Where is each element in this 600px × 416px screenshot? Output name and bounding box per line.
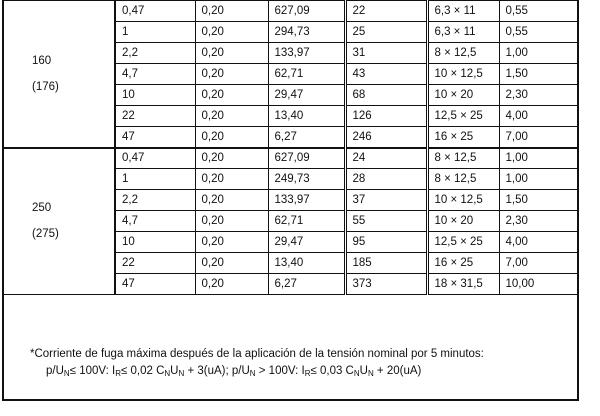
- cell-ripple: 7,00: [499, 253, 577, 274]
- cell-esr: 62,71: [268, 211, 345, 232]
- cell-ripple: 10,00: [499, 274, 577, 295]
- cell-capacitance: 47: [115, 274, 195, 295]
- cell-leakage: 37: [345, 190, 427, 211]
- cell-ripple: 0,55: [499, 1, 577, 22]
- cell-esr: 29,47: [268, 85, 345, 106]
- cell-ripple: 1,50: [499, 64, 577, 85]
- footnote-formula: $p/U_N\le 100V$: $I_R\le 0,02$ $C_NU_N + 3(uA)$; $p/U_N > 100V$: $I_R\le 0,03$ $C_NU_N + 20(uA)$: [46, 365, 422, 378]
- cell-leakage: 22: [345, 1, 427, 22]
- cell-tan-delta: 0,20: [195, 253, 268, 274]
- cell-capacitance: 4,7: [115, 64, 195, 85]
- voltage-group-cell: [2, 148, 115, 295]
- cell-tan-delta: 0,20: [195, 43, 268, 64]
- cell-leakage: 126: [345, 106, 427, 127]
- cell-leakage: 373: [345, 274, 427, 295]
- cell-tan-delta: 0,20: [195, 211, 268, 232]
- cell-leakage: 185: [345, 253, 427, 274]
- cell-capacitance: 10: [115, 232, 195, 253]
- cell-leakage: 31: [345, 43, 427, 64]
- cell-tan-delta: 0,20: [195, 190, 268, 211]
- footnote-line-1: *Corriente de fuga máxima después de la aplicación de la tensión nominal por 5 minutos:: [30, 348, 484, 360]
- voltage-group-cell: [2, 1, 115, 148]
- cell-esr: 13,40: [268, 106, 345, 127]
- cell-leakage: 25: [345, 22, 427, 43]
- cell-dimensions: 16 × 25: [427, 127, 499, 148]
- cell-ripple: 1,00: [499, 169, 577, 190]
- rated-voltage: 160: [32, 54, 52, 67]
- cell-dimensions: 12,5 × 25: [427, 232, 499, 253]
- cell-capacitance: 4,7: [115, 211, 195, 232]
- cell-tan-delta: 0,20: [195, 127, 268, 148]
- cell-esr: 627,09: [268, 148, 345, 169]
- cell-ripple: 4,00: [499, 106, 577, 127]
- cell-esr: 6,27: [268, 274, 345, 295]
- cell-capacitance: 22: [115, 253, 195, 274]
- cell-tan-delta: 0,20: [195, 64, 268, 85]
- cell-ripple: 7,00: [499, 127, 577, 148]
- table-body: [2, 1, 577, 295]
- cell-tan-delta: 0,20: [195, 22, 268, 43]
- cell-dimensions: 8 × 12,5: [427, 43, 499, 64]
- cell-dimensions: 8 × 12,5: [427, 169, 499, 190]
- cell-dimensions: 10 × 12,5: [427, 64, 499, 85]
- cell-leakage: 246: [345, 127, 427, 148]
- cell-dimensions: 6,3 × 11: [427, 22, 499, 43]
- leakage-footnote: [30, 346, 590, 382]
- cell-tan-delta: 0,20: [195, 148, 268, 169]
- cell-tan-delta: 0,20: [195, 232, 268, 253]
- cell-leakage: 55: [345, 211, 427, 232]
- cell-tan-delta: 0,20: [195, 106, 268, 127]
- capacitor-spec-table: [2, 0, 577, 295]
- surge-voltage: (275): [32, 228, 59, 241]
- cell-capacitance: 2,2: [115, 190, 195, 211]
- cell-esr: 249,73: [268, 169, 345, 190]
- cell-esr: 29,47: [268, 232, 345, 253]
- cell-capacitance: 0,47: [115, 1, 195, 22]
- cell-ripple: 4,00: [499, 232, 577, 253]
- cell-tan-delta: 0,20: [195, 85, 268, 106]
- cell-leakage: 95: [345, 232, 427, 253]
- cell-dimensions: 10 × 20: [427, 85, 499, 106]
- cell-esr: 627,09: [268, 1, 345, 22]
- table-row: [2, 148, 577, 169]
- cell-leakage: 24: [345, 148, 427, 169]
- cell-tan-delta: 0,20: [195, 1, 268, 22]
- cell-dimensions: 10 × 20: [427, 211, 499, 232]
- cell-tan-delta: 0,20: [195, 274, 268, 295]
- cell-dimensions: 6,3 × 11: [427, 1, 499, 22]
- cell-ripple: 2,30: [499, 85, 577, 106]
- cell-capacitance: 0,47: [115, 148, 195, 169]
- cell-capacitance: 22: [115, 106, 195, 127]
- cell-leakage: 43: [345, 64, 427, 85]
- cell-ripple: 1,00: [499, 148, 577, 169]
- cell-dimensions: 16 × 25: [427, 253, 499, 274]
- cell-esr: 294,73: [268, 22, 345, 43]
- cell-dimensions: 12,5 × 25: [427, 106, 499, 127]
- cell-tan-delta: 0,20: [195, 169, 268, 190]
- cell-dimensions: 18 × 31,5: [427, 274, 499, 295]
- cell-capacitance: 47: [115, 127, 195, 148]
- cell-capacitance: 1: [115, 22, 195, 43]
- cell-ripple: 1,00: [499, 43, 577, 64]
- cell-esr: 62,71: [268, 64, 345, 85]
- rated-voltage: 250: [32, 202, 52, 215]
- cell-capacitance: 10: [115, 85, 195, 106]
- cell-leakage: 68: [345, 85, 427, 106]
- cell-ripple: 1,50: [499, 190, 577, 211]
- cell-capacitance: 2,2: [115, 43, 195, 64]
- cell-dimensions: 8 × 12,5: [427, 148, 499, 169]
- cell-esr: 133,97: [268, 43, 345, 64]
- cell-leakage: 28: [345, 169, 427, 190]
- cell-esr: 13,40: [268, 253, 345, 274]
- cell-esr: 6,27: [268, 127, 345, 148]
- cell-esr: 133,97: [268, 190, 345, 211]
- surge-voltage: (176): [32, 80, 59, 93]
- cell-ripple: 0,55: [499, 22, 577, 43]
- cell-ripple: 2,30: [499, 211, 577, 232]
- cell-dimensions: 10 × 12,5: [427, 190, 499, 211]
- cell-capacitance: 1: [115, 169, 195, 190]
- table-row: [2, 1, 577, 22]
